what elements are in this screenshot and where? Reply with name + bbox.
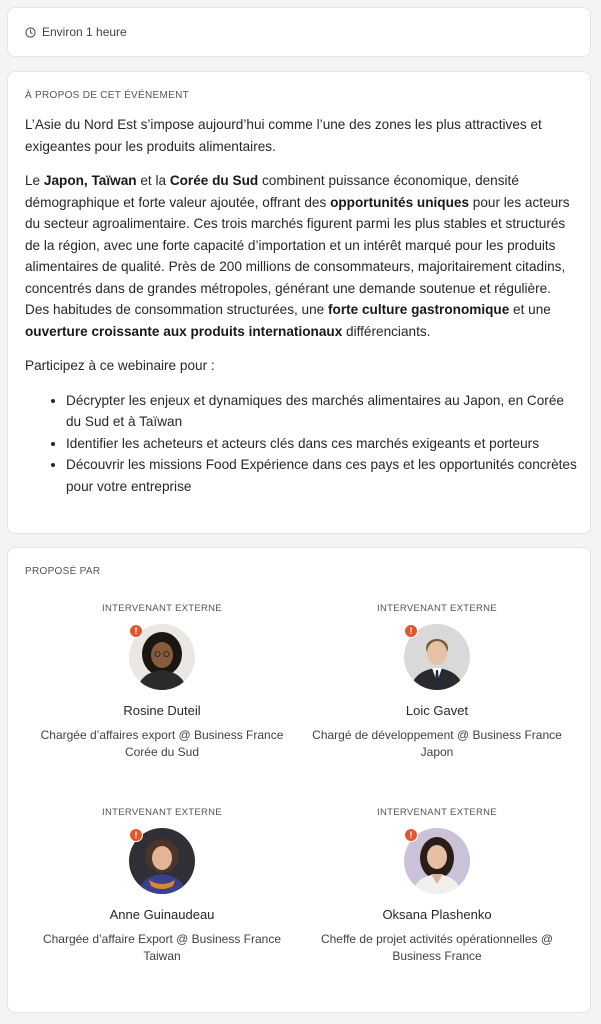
speaker-role: Chargée d’affaire Export @ Business France Taiwan (42, 932, 282, 963)
avatar-wrapper (404, 624, 470, 690)
about-description (25, 114, 577, 497)
bold-fragment: ouverture croissante aux produits internationaux (25, 323, 343, 339)
duration-card (7, 7, 591, 57)
text-fragment: et la (136, 173, 170, 188)
bold-fragment: Corée du Sud (169, 173, 259, 188)
avatar-wrapper (129, 624, 195, 690)
about-paragraph-1: L’Asie du Nord Est s’impose aujourd’hui comme l’une des zones les plus attractives et exigeantes pour les produits alimentaires. (25, 117, 542, 154)
about-bullet-list (25, 390, 577, 498)
list-item: • Identifier les acheteurs et acteurs clés dans ces marchés exigeants et porteurs (66, 433, 577, 455)
speaker-name: Anne Guinaudeau (109, 907, 215, 922)
about-card (7, 71, 591, 534)
bold-fragment: opportunités uniques (330, 194, 470, 210)
alert-badge: ! (404, 828, 418, 842)
speaker-name: Loic Gavet (405, 703, 469, 718)
speaker-role: Chargé de développement @ Business France Japon (312, 728, 562, 759)
clock-icon (25, 27, 36, 38)
speaker-name: Rosine Duteil (123, 703, 201, 718)
speakers-card (7, 547, 591, 1013)
duration-row (25, 25, 127, 39)
speaker-role: Chargée d’affaires export @ Business France Corée du Sud (40, 728, 284, 759)
text-fragment: combinent puissance économique, densité démographique et forte valeur ajoutée, offrant des (25, 173, 519, 210)
text-fragment: pour les acteurs du secteur agroalimentaire. Ces trois marchés figurent parmi les plus stables et structurés de la région, avec une forte capacité d’importation et un intérêt marqué pour les produits alimentaires de qualité. Près de 200 millions de consommateurs, majoritairement citadins, concentrés dans de grandes métropoles, générant une demande soutenue et régulière. Des habitudes de consommation structurées, une (25, 194, 570, 317)
speaker-card-anne-guinaudeau[interactable] (27, 807, 297, 965)
speaker-card-oksana-plashenko[interactable] (302, 807, 572, 965)
alert-badge: ! (129, 624, 143, 638)
text-fragment: Le (25, 173, 44, 188)
speaker-name: Oksana Plashenko (382, 907, 492, 922)
alert-badge: ! (404, 624, 418, 638)
speaker-tag: INTERVENANT EXTERNE (102, 603, 222, 614)
speaker-role: Cheffe de projet activités opérationnelles @ Business France (320, 932, 554, 963)
about-paragraph-3: Participez à ce webinaire pour : (25, 358, 215, 373)
speaker-card-rosine-duteil[interactable] (27, 603, 297, 761)
avatar-wrapper (404, 828, 470, 894)
alert-badge: ! (129, 828, 143, 842)
speaker-card-loic-gavet[interactable] (302, 603, 572, 761)
speaker-tag: INTERVENANT EXTERNE (102, 807, 222, 818)
avatar-wrapper (129, 828, 195, 894)
list-item: • Décrypter les enjeux et dynamiques des marchés alimentaires au Japon, en Corée du Sud et à Taïwan (66, 390, 577, 433)
bold-fragment: forte culture gastronomique (328, 302, 510, 317)
text-fragment: et une (509, 302, 551, 317)
text-fragment: différenciants. (342, 323, 431, 339)
speakers-section-title: PROPOSÉ PAR (25, 566, 101, 577)
about-paragraph-2 (25, 170, 577, 342)
duration-label: Environ 1 heure (42, 25, 127, 39)
about-section-title: À PROPOS DE CET ÉVÉNEMENT (25, 90, 190, 101)
list-item: • Découvrir les missions Food Expérience dans ces pays et les opportunités concrètes pour votre entreprise (66, 454, 577, 497)
bold-fragment: Japon, Taïwan (43, 173, 137, 188)
speaker-tag: INTERVENANT EXTERNE (377, 603, 497, 614)
speaker-tag: INTERVENANT EXTERNE (377, 807, 497, 818)
